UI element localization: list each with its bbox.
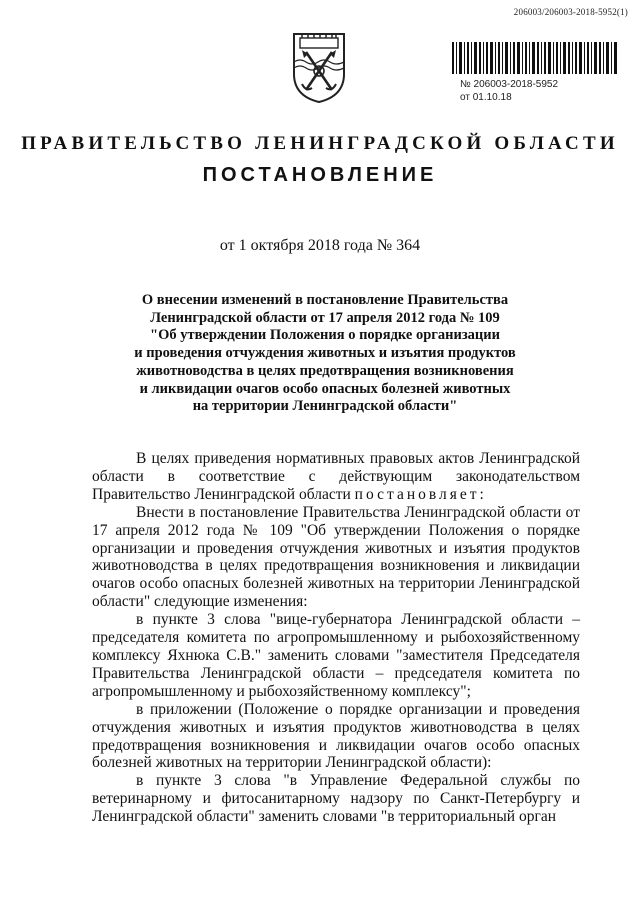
- title-line: на территории Ленинградской области": [192, 398, 458, 415]
- body-paragraph: Внести в постановление Правительства Ленинградской области от 17 апреля 2012 года № 109 "Об утверждении Положения о порядке организации и проведения отчуждения животных и изъятия продуктов животноводства в целях предотвращения возникновения и ликвидации очагов особо опасных болезней животных на территории Ленинградской области" следующие изменения:: [92, 503, 580, 611]
- coat-of-arms-emblem: [290, 30, 348, 104]
- decree-body: [92, 450, 580, 826]
- decree-date-number: от 1 октября 2018 года № 364: [219, 237, 421, 254]
- title-line: и проведения отчуждения животных и изъятия продуктов: [134, 345, 516, 362]
- body-paragraph: [92, 450, 580, 504]
- government-name: ПРАВИТЕЛЬСТВО ЛЕНИНГРАДСКОЙ ОБЛАСТИ: [21, 133, 619, 154]
- body-paragraph: в пункте 3 слова "вице-губернатора Ленинградской области – председателя комитета по агропромышленному и рыбохозяйственному комплексу Яхнюка С.В." заменить словами "заместителя Председателя Правительства Ленинградской области – председателя комитета по агропромышленному и рыбохозяйственному комплексу";: [92, 611, 580, 700]
- document-reference-number: 206003/206003-2018-5952(1): [513, 7, 628, 17]
- body-paragraph: в пункте 3 слова "в Управление Федеральной службы по ветеринарному и фитосанитарному надзору по Санкт-Петербургу и Ленинградской области" заменить словами "в территориальный орган: [92, 772, 580, 826]
- body-paragraph: в приложении (Положение о порядке организации и проведения отчуждения животных и изъятия продуктов животноводства в целях предотвращения возникновения и ликвидации очагов особо опасных болезней животных на территории Ленинградской области):: [92, 700, 580, 772]
- registration-number: № 206003-2018-5952: [460, 79, 559, 90]
- title-line: О внесении изменений в постановление Правительства: [141, 292, 509, 308]
- title-line: и ликвидации очагов особо опасных болезней животных: [139, 380, 511, 397]
- document-type: ПОСТАНОВЛЕНИЕ: [202, 164, 438, 186]
- barcode: [452, 42, 617, 74]
- registration-date: от 01.10.18: [460, 92, 512, 103]
- title-line: Ленинградской области от 17 апреля 2012 года № 109: [150, 309, 500, 326]
- title-line: животноводства в целях предотвращения возникновения: [136, 362, 514, 379]
- decree-title: [100, 292, 550, 416]
- resolves-word: постановляет:: [354, 485, 487, 503]
- title-line: "Об утверждении Положения о порядке организации: [150, 327, 500, 344]
- paragraph-text: В целях приведения нормативных правовых актов Ленинградской области в соответствие с действующим законодательством Правительство Ленинградской области: [92, 450, 580, 503]
